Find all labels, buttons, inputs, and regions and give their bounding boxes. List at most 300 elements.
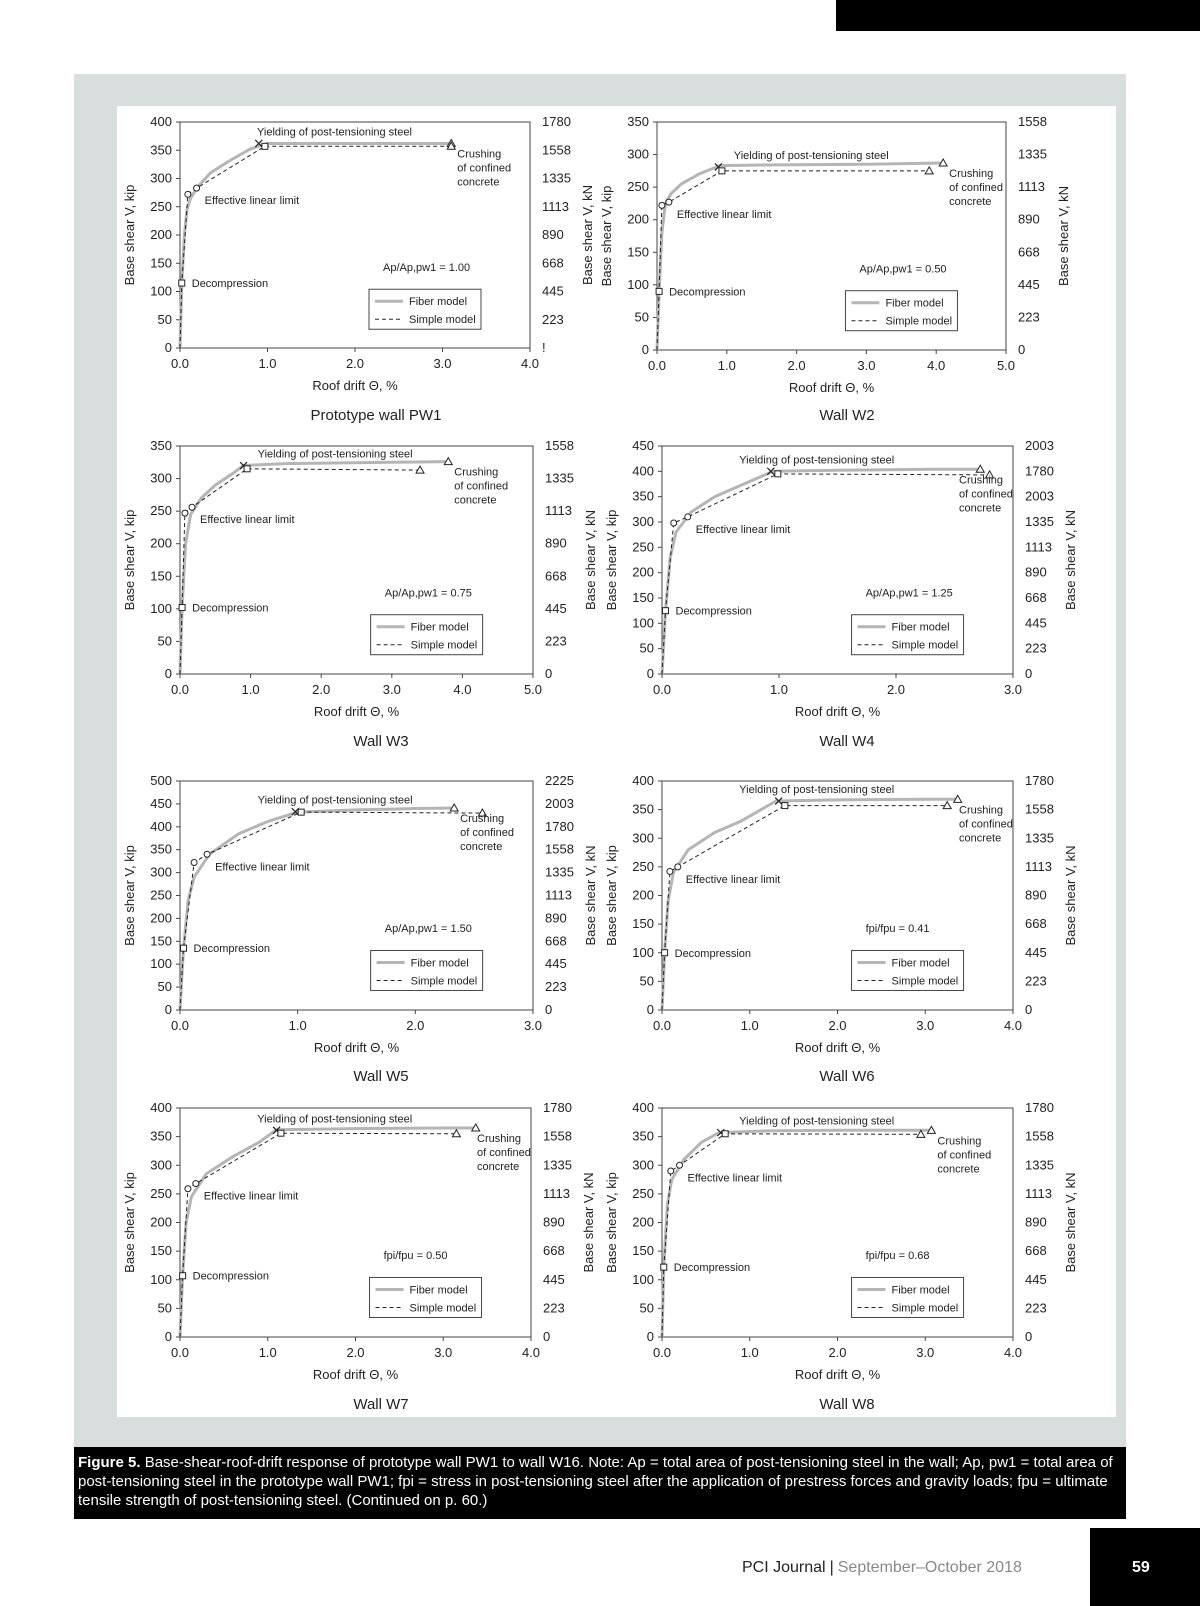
annotation-crushing: concrete bbox=[454, 494, 497, 507]
annotation-elastic: Effective linear limit bbox=[685, 873, 781, 886]
annotation-decompression: Decompression bbox=[675, 605, 752, 618]
legend-simple-label: Simple model bbox=[891, 1302, 959, 1315]
legend-fiber-label: Fiber model bbox=[885, 297, 944, 310]
kn-tick-label: 1113 bbox=[545, 887, 572, 903]
x-tick-label: 2.0 bbox=[828, 1345, 847, 1360]
annotation-yielding: Yielding of post-tensioning steel bbox=[257, 126, 412, 139]
legend-fiber-label: Fiber model bbox=[409, 296, 468, 309]
x-tick-label: 0.0 bbox=[647, 358, 667, 373]
issue-date: September–October 2018 bbox=[837, 1559, 1022, 1576]
x-tick-label: 4.0 bbox=[1003, 1345, 1023, 1360]
annotation-crushing: concrete bbox=[949, 196, 992, 209]
caption-label: Figure 5. bbox=[78, 1454, 141, 1471]
y-tick-label: 150 bbox=[632, 916, 654, 932]
kn-tick-label: 0 bbox=[1025, 666, 1033, 681]
y-tick-label: 150 bbox=[632, 590, 654, 605]
crushing-marker bbox=[925, 167, 933, 174]
kn-tick-label: 445 bbox=[545, 956, 567, 972]
kn-tick-label: 1558 bbox=[542, 142, 571, 158]
y-tick-label: 300 bbox=[150, 864, 172, 880]
decompression-marker bbox=[662, 950, 668, 956]
kn-tick-label: 890 bbox=[1018, 211, 1040, 227]
x-tick-label: 4.0 bbox=[927, 358, 946, 373]
kn-tick-label: 890 bbox=[1025, 1214, 1047, 1230]
annotation-elastic: Effective linear limit bbox=[676, 209, 772, 222]
kn-tick-label: 223 bbox=[1025, 1300, 1047, 1316]
annotation-crushing: of confined bbox=[959, 818, 1013, 831]
chart-title-w6: Wall W6 bbox=[819, 1068, 875, 1085]
y-axis-label-left: Base shear V, kip bbox=[122, 184, 137, 286]
y-axis-label-right: Base shear V, kN bbox=[583, 510, 598, 610]
kn-tick-label: 890 bbox=[542, 227, 564, 242]
y-tick-label: 50 bbox=[157, 1300, 172, 1316]
kn-tick-label: 445 bbox=[1018, 276, 1040, 292]
x-tick-label: 2.0 bbox=[346, 1345, 365, 1360]
page-number: 59 bbox=[1132, 1559, 1150, 1576]
y-tick-label: 200 bbox=[632, 887, 654, 903]
elastic-limit-marker bbox=[675, 864, 681, 870]
annotation-crushing: concrete bbox=[959, 502, 1002, 515]
y-axis-label-left: Base shear V, kip bbox=[604, 1172, 619, 1273]
y-axis-label-left: Base shear V, kip bbox=[599, 185, 614, 287]
annotation-decompression: Decompression bbox=[674, 947, 752, 960]
y-tick-label: 0 bbox=[646, 666, 654, 681]
x-axis-label: Roof drift Θ, % bbox=[794, 1040, 881, 1055]
kn-tick-label: 890 bbox=[1025, 887, 1047, 903]
annotation-yielding: Yielding of post-tensioning steel bbox=[739, 454, 895, 467]
y-tick-label: 250 bbox=[150, 198, 172, 214]
ratio-label: Ap/Ap,pw1 = 1.50 bbox=[384, 923, 472, 936]
y-tick-label: 50 bbox=[157, 311, 172, 327]
yield-simple-marker bbox=[244, 466, 250, 472]
decompression-marker bbox=[181, 945, 187, 951]
y-tick-label: 200 bbox=[150, 227, 172, 242]
y-axis-label-right: Base shear V, kN bbox=[580, 185, 595, 285]
annotation-decompression: Decompression bbox=[192, 602, 269, 615]
annotation-yielding: Yielding of post-tensioning steel bbox=[739, 1115, 895, 1128]
x-tick-label: 5.0 bbox=[523, 682, 543, 697]
kn-tick-label: 1558 bbox=[1018, 114, 1047, 129]
kn-tick-label: 223 bbox=[1025, 640, 1047, 656]
top-black-bar bbox=[836, 0, 1200, 31]
ratio-label: fpi/fpu = 0.41 bbox=[865, 923, 930, 936]
y-tick-label: 300 bbox=[150, 1157, 172, 1173]
annotation-crushing: of confined bbox=[937, 1149, 992, 1162]
kn-tick-label: 1335 bbox=[542, 170, 571, 186]
x-tick-label: 4.0 bbox=[521, 1345, 541, 1360]
legend-fiber-label: Fiber model bbox=[410, 621, 469, 634]
y-tick-label: 100 bbox=[632, 944, 654, 960]
annotation-crushing: concrete bbox=[937, 1163, 980, 1176]
y-axis-label-left: Base shear V, kip bbox=[122, 1172, 137, 1273]
chart-title-w8: Wall W8 bbox=[819, 1396, 875, 1413]
annotation-decompression: Decompression bbox=[192, 1270, 270, 1283]
kn-tick-label: 2003 bbox=[545, 795, 574, 811]
kn-tick-label: 1113 bbox=[542, 198, 569, 214]
ratio-label: fpi/fpu = 0.68 bbox=[865, 1250, 930, 1263]
decompression-marker bbox=[656, 288, 662, 294]
y-axis-label-right: Base shear V, kN bbox=[1063, 845, 1078, 946]
x-tick-label: 0.0 bbox=[170, 1345, 190, 1360]
kn-tick-label: 223 bbox=[545, 979, 567, 995]
kn-tick-label: 668 bbox=[542, 255, 564, 271]
kn-tick-label: 1780 bbox=[1025, 773, 1054, 788]
x-tick-label: 0.0 bbox=[652, 682, 672, 697]
kn-tick-label: 445 bbox=[1025, 1271, 1047, 1287]
elastic-limit-marker bbox=[185, 191, 191, 197]
legend-fiber-label: Fiber model bbox=[891, 621, 950, 634]
kn-tick-label: 890 bbox=[1025, 564, 1047, 580]
y-tick-label: 200 bbox=[632, 564, 654, 580]
y-tick-label: 150 bbox=[632, 1243, 654, 1259]
ratio-label: fpi/fpu = 0.50 bbox=[383, 1250, 448, 1263]
caption-text: Base-shear-roof-drift response of prototype wall PW1 to wall W16. Note: Ap = total area of post-tensioning steel in the wall; Ap, pw1 = total area of post-tensioning steel in the prototype wall PW1; fpi = stress in post-tensioning steel after the application of prestress forces and gravity loads; fpu = ultimate tensile strength of post-tensioning steel. (Continued on p. 60.) bbox=[78, 1454, 1113, 1509]
annotation-yielding: Yielding of post-tensioning steel bbox=[257, 448, 413, 461]
chart-title-w3: Wall W3 bbox=[353, 733, 409, 750]
x-tick-label: 2.0 bbox=[406, 1018, 425, 1033]
annotation-crushing: Crushing bbox=[959, 804, 1004, 817]
annotation-crushing: of confined bbox=[460, 827, 514, 840]
x-axis-label: Roof drift Θ, % bbox=[313, 1040, 400, 1055]
x-axis-label: Roof drift Θ, % bbox=[794, 704, 881, 719]
kn-tick-label: 1335 bbox=[545, 470, 574, 486]
kn-tick-label: 668 bbox=[1025, 916, 1047, 932]
y-tick-label: 0 bbox=[646, 1002, 654, 1017]
elastic-limit-marker bbox=[193, 1181, 199, 1187]
kn-tick-label: 1113 bbox=[543, 1185, 570, 1201]
annotation-decompression: Decompression bbox=[673, 1262, 751, 1275]
x-tick-label: 3.0 bbox=[916, 1018, 935, 1033]
x-tick-label: 2.0 bbox=[345, 356, 365, 371]
x-tick-label: 1.0 bbox=[258, 356, 277, 371]
annotation-crushing: concrete bbox=[959, 832, 1002, 845]
x-tick-label: 2.0 bbox=[886, 682, 906, 697]
chart-w5 bbox=[118, 763, 631, 1055]
yield-simple-marker bbox=[782, 803, 788, 809]
y-tick-label: 300 bbox=[627, 146, 649, 162]
y-tick-label: 100 bbox=[150, 283, 172, 299]
kn-tick-label: 1335 bbox=[545, 864, 574, 880]
y-axis-label-right: Base shear V, kN bbox=[1063, 1172, 1078, 1273]
y-tick-label: 400 bbox=[632, 463, 654, 479]
y-tick-label: 250 bbox=[150, 887, 172, 903]
annotation-decompression: Decompression bbox=[669, 286, 746, 299]
y-tick-label: 200 bbox=[632, 1214, 654, 1230]
kn-tick-label: 668 bbox=[1025, 1243, 1047, 1259]
x-tick-label: 1.0 bbox=[740, 1345, 759, 1360]
y-tick-label: 250 bbox=[632, 539, 654, 555]
y-tick-label: 400 bbox=[150, 818, 172, 834]
y-tick-label: 300 bbox=[150, 170, 172, 186]
kn-tick-label: 890 bbox=[545, 910, 567, 926]
annotation-crushing: of confined bbox=[959, 488, 1013, 501]
kn-tick-label: 445 bbox=[543, 1271, 565, 1287]
y-tick-label: 450 bbox=[150, 795, 172, 811]
chart-w7 bbox=[118, 1090, 629, 1382]
x-tick-label: 3.0 bbox=[433, 356, 452, 371]
legend-fiber-label: Fiber model bbox=[410, 957, 469, 970]
y-tick-label: 50 bbox=[639, 973, 654, 989]
kn-tick-label: 1113 bbox=[545, 503, 572, 519]
annotation-crushing: concrete bbox=[477, 1161, 520, 1174]
ratio-label: Ap/Ap,pw1 = 1.25 bbox=[865, 587, 953, 600]
y-tick-label: 0 bbox=[164, 1329, 172, 1344]
y-tick-label: 50 bbox=[157, 633, 172, 649]
y-tick-label: 100 bbox=[150, 1271, 172, 1287]
yield-simple-marker bbox=[278, 1130, 284, 1136]
x-tick-label: 0.0 bbox=[170, 1018, 190, 1033]
y-tick-label: 250 bbox=[632, 1185, 654, 1201]
kn-tick-label: 2003 bbox=[1025, 438, 1054, 453]
chart-w6 bbox=[600, 763, 1111, 1055]
y-tick-label: 0 bbox=[164, 1002, 172, 1017]
kn-tick-label: 1113 bbox=[1018, 179, 1045, 195]
annotation-crushing: Crushing bbox=[949, 168, 994, 181]
kn-tick-label: 1780 bbox=[542, 114, 571, 129]
y-tick-label: 150 bbox=[150, 1243, 172, 1259]
yield-simple-marker bbox=[722, 1131, 728, 1137]
annotation-crushing: Crushing bbox=[477, 1133, 522, 1146]
y-tick-label: 400 bbox=[632, 1100, 654, 1115]
elastic-limit-marker bbox=[204, 851, 210, 857]
annotation-crushing: Crushing bbox=[454, 466, 499, 479]
decompression-marker bbox=[180, 1273, 186, 1279]
elastic-limit-marker bbox=[685, 514, 691, 520]
y-axis-label-left: Base shear V, kip bbox=[122, 509, 137, 611]
y-tick-label: 50 bbox=[157, 979, 172, 995]
y-tick-label: 250 bbox=[150, 503, 172, 519]
crushing-marker bbox=[452, 1130, 460, 1137]
y-axis-label-right: Base shear V, kN bbox=[581, 1172, 596, 1273]
annotation-crushing: of confined bbox=[457, 162, 512, 175]
elastic-limit-marker bbox=[659, 202, 665, 208]
chart-title-w5: Wall W5 bbox=[353, 1068, 409, 1085]
chart-title-w4: Wall W4 bbox=[819, 733, 875, 750]
y-tick-label: 300 bbox=[632, 514, 654, 529]
kn-tick-label: 0 bbox=[543, 1329, 551, 1344]
annotation-crushing: concrete bbox=[460, 841, 503, 854]
legend-fiber-label: Fiber model bbox=[891, 1284, 950, 1297]
x-tick-label: 1.0 bbox=[740, 1018, 759, 1033]
legend-simple-label: Simple model bbox=[409, 1302, 477, 1315]
yield-simple-marker bbox=[262, 143, 268, 149]
elastic-limit-marker bbox=[189, 504, 195, 510]
y-tick-label: 0 bbox=[164, 666, 172, 681]
figure-caption bbox=[74, 1447, 1126, 1519]
x-tick-label: 0.0 bbox=[170, 356, 190, 371]
kn-tick-label: 890 bbox=[545, 535, 567, 551]
x-tick-label: 0.0 bbox=[652, 1018, 672, 1033]
y-tick-label: 400 bbox=[632, 773, 654, 788]
annotation-crushing: of confined bbox=[477, 1147, 531, 1160]
x-tick-label: 4.0 bbox=[453, 682, 472, 697]
elastic-limit-marker bbox=[194, 185, 200, 191]
y-axis-label-left: Base shear V, kip bbox=[122, 845, 137, 946]
y-tick-label: 350 bbox=[632, 1128, 654, 1144]
journal-name: PCI Journal bbox=[742, 1559, 826, 1576]
ratio-label: Ap/Ap,pw1 = 0.75 bbox=[384, 587, 472, 600]
y-tick-label: 400 bbox=[150, 114, 172, 129]
annotation-yielding: Yielding of post-tensioning steel bbox=[739, 784, 895, 797]
kn-tick-label: 1113 bbox=[1025, 1185, 1052, 1201]
y-axis-label-right: Base shear V, kN bbox=[1056, 186, 1071, 286]
kn-tick-label: 1335 bbox=[1025, 514, 1054, 529]
y-tick-label: 200 bbox=[627, 211, 649, 227]
y-tick-label: 50 bbox=[639, 640, 654, 656]
y-tick-label: 350 bbox=[632, 801, 654, 817]
chart-w4 bbox=[600, 428, 1111, 719]
decompression-marker bbox=[179, 280, 185, 286]
y-tick-label: 150 bbox=[150, 568, 172, 584]
annotation-elastic: Effective linear limit bbox=[204, 195, 300, 208]
kn-tick-label: 1558 bbox=[543, 1128, 572, 1144]
annotation-crushing: Crushing bbox=[460, 813, 505, 826]
yield-simple-marker bbox=[719, 168, 725, 174]
y-tick-label: 0 bbox=[646, 1329, 654, 1344]
kn-tick-label: 1780 bbox=[543, 1100, 572, 1115]
y-tick-label: 200 bbox=[150, 910, 172, 926]
y-tick-label: 50 bbox=[639, 1300, 654, 1316]
chart-title-w2: Wall W2 bbox=[819, 407, 875, 424]
x-tick-label: 3.0 bbox=[916, 1345, 935, 1360]
kn-tick-label: 0 bbox=[1018, 342, 1026, 357]
annotation-elastic: Effective linear limit bbox=[687, 1172, 783, 1185]
y-tick-label: 300 bbox=[150, 470, 172, 486]
annotation-yielding: Yielding of post-tensioning steel bbox=[733, 149, 889, 162]
legend-simple-label: Simple model bbox=[410, 975, 478, 988]
legend-simple-label: Simple model bbox=[891, 975, 959, 988]
elastic-limit-marker bbox=[667, 868, 673, 874]
kn-tick-label: 223 bbox=[1018, 309, 1040, 325]
x-tick-label: 1.0 bbox=[241, 682, 260, 697]
x-axis-label: Roof drift Θ, % bbox=[794, 1367, 881, 1382]
annotation-crushing: Crushing bbox=[937, 1135, 982, 1148]
y-tick-label: 300 bbox=[632, 830, 654, 846]
x-axis-label: Roof drift Θ, % bbox=[313, 704, 400, 719]
x-tick-label: 3.0 bbox=[857, 358, 876, 373]
kn-tick-label: 890 bbox=[543, 1214, 565, 1230]
y-tick-label: 350 bbox=[627, 114, 649, 129]
kn-tick-label: 1558 bbox=[545, 841, 574, 857]
kn-tick-label: 1780 bbox=[1025, 463, 1054, 479]
kn-tick-label: ! bbox=[542, 340, 546, 355]
annotation-elastic: Effective linear limit bbox=[215, 861, 310, 874]
y-tick-label: 50 bbox=[634, 309, 649, 325]
y-tick-label: 300 bbox=[632, 1157, 654, 1173]
x-tick-label: 3.0 bbox=[523, 1018, 543, 1033]
annotation-yielding: Yielding of post-tensioning steel bbox=[257, 794, 413, 807]
kn-tick-label: 223 bbox=[1025, 973, 1047, 989]
legend-fiber-label: Fiber model bbox=[409, 1284, 468, 1297]
kn-tick-label: 1335 bbox=[1018, 146, 1047, 162]
y-tick-label: 350 bbox=[150, 1128, 172, 1144]
annotation-elastic: Effective linear limit bbox=[203, 1190, 299, 1203]
x-tick-label: 3.0 bbox=[382, 682, 401, 697]
kn-tick-label: 445 bbox=[545, 600, 567, 616]
y-tick-label: 250 bbox=[150, 1185, 172, 1201]
x-axis-label: Roof drift Θ, % bbox=[788, 380, 875, 395]
kn-tick-label: 445 bbox=[1025, 944, 1047, 960]
kn-tick-label: 668 bbox=[543, 1243, 565, 1259]
y-axis-label-right: Base shear V, kN bbox=[1063, 510, 1078, 610]
decompression-marker bbox=[661, 1264, 667, 1270]
kn-tick-label: 1335 bbox=[1025, 1157, 1054, 1173]
ratio-label: Ap/Ap,pw1 = 0.50 bbox=[859, 263, 947, 276]
legend-simple-label: Simple model bbox=[885, 315, 953, 328]
kn-tick-label: 668 bbox=[545, 933, 567, 949]
annotation-crushing: Crushing bbox=[457, 148, 502, 161]
elastic-limit-marker bbox=[191, 860, 197, 866]
elastic-limit-marker bbox=[666, 199, 672, 205]
y-tick-label: 100 bbox=[627, 276, 649, 292]
footer-separator: | bbox=[829, 1559, 834, 1576]
x-axis-label: Roof drift Θ, % bbox=[312, 378, 398, 393]
x-axis-label: Roof drift Θ, % bbox=[312, 1367, 399, 1382]
kn-tick-label: 1335 bbox=[543, 1157, 572, 1173]
y-tick-label: 150 bbox=[627, 244, 649, 260]
annotation-crushing: Crushing bbox=[959, 474, 1004, 487]
y-tick-label: 0 bbox=[164, 340, 172, 355]
legend-simple-label: Simple model bbox=[891, 639, 959, 652]
annotation-elastic: Effective linear limit bbox=[200, 514, 295, 527]
kn-tick-label: 0 bbox=[545, 1002, 553, 1017]
x-tick-label: 3.0 bbox=[1003, 682, 1023, 697]
x-tick-label: 2.0 bbox=[312, 682, 331, 697]
kn-tick-label: 668 bbox=[1018, 244, 1040, 260]
kn-tick-label: 445 bbox=[542, 283, 564, 299]
elastic-limit-marker bbox=[671, 520, 677, 526]
y-tick-label: 350 bbox=[150, 841, 172, 857]
x-tick-label: 2.0 bbox=[828, 1018, 847, 1033]
kn-tick-label: 223 bbox=[545, 633, 567, 649]
kn-tick-label: 1558 bbox=[1025, 1128, 1054, 1144]
kn-tick-label: 668 bbox=[1025, 590, 1047, 605]
x-tick-label: 5.0 bbox=[996, 358, 1016, 373]
kn-tick-label: 1780 bbox=[1025, 1100, 1054, 1115]
kn-tick-label: 445 bbox=[1025, 615, 1047, 631]
annotation-elastic: Effective linear limit bbox=[695, 523, 791, 536]
y-tick-label: 100 bbox=[632, 615, 654, 631]
legend-fiber-label: Fiber model bbox=[891, 957, 950, 970]
kn-tick-label: 1113 bbox=[1025, 539, 1052, 555]
decompression-marker bbox=[663, 608, 669, 614]
elastic-limit-marker bbox=[182, 510, 188, 516]
y-axis-label-left: Base shear V, kip bbox=[604, 509, 619, 611]
elastic-limit-marker bbox=[668, 1168, 674, 1174]
y-tick-label: 150 bbox=[150, 933, 172, 949]
kn-tick-label: 1558 bbox=[545, 438, 574, 453]
kn-tick-label: 223 bbox=[542, 311, 564, 327]
kn-tick-label: 2225 bbox=[545, 773, 574, 788]
chart-w8 bbox=[600, 1090, 1111, 1382]
x-tick-label: 1.0 bbox=[258, 1345, 277, 1360]
y-tick-label: 150 bbox=[150, 255, 172, 271]
y-tick-label: 250 bbox=[627, 179, 649, 195]
kn-tick-label: 668 bbox=[545, 568, 567, 584]
chart-title-pw1: Prototype wall PW1 bbox=[310, 407, 442, 424]
kn-tick-label: 0 bbox=[1025, 1002, 1033, 1017]
y-tick-label: 100 bbox=[150, 956, 172, 972]
annotation-yielding: Yielding of post-tensioning steel bbox=[257, 1113, 413, 1126]
x-tick-label: 1.0 bbox=[769, 682, 789, 697]
y-tick-label: 350 bbox=[150, 142, 172, 158]
y-tick-label: 250 bbox=[632, 858, 654, 874]
y-axis-label-right: Base shear V, kN bbox=[583, 845, 598, 946]
footer-journal bbox=[742, 1559, 1022, 1577]
y-tick-label: 100 bbox=[150, 600, 172, 616]
y-tick-label: 450 bbox=[632, 438, 654, 453]
y-tick-label: 100 bbox=[632, 1271, 654, 1287]
